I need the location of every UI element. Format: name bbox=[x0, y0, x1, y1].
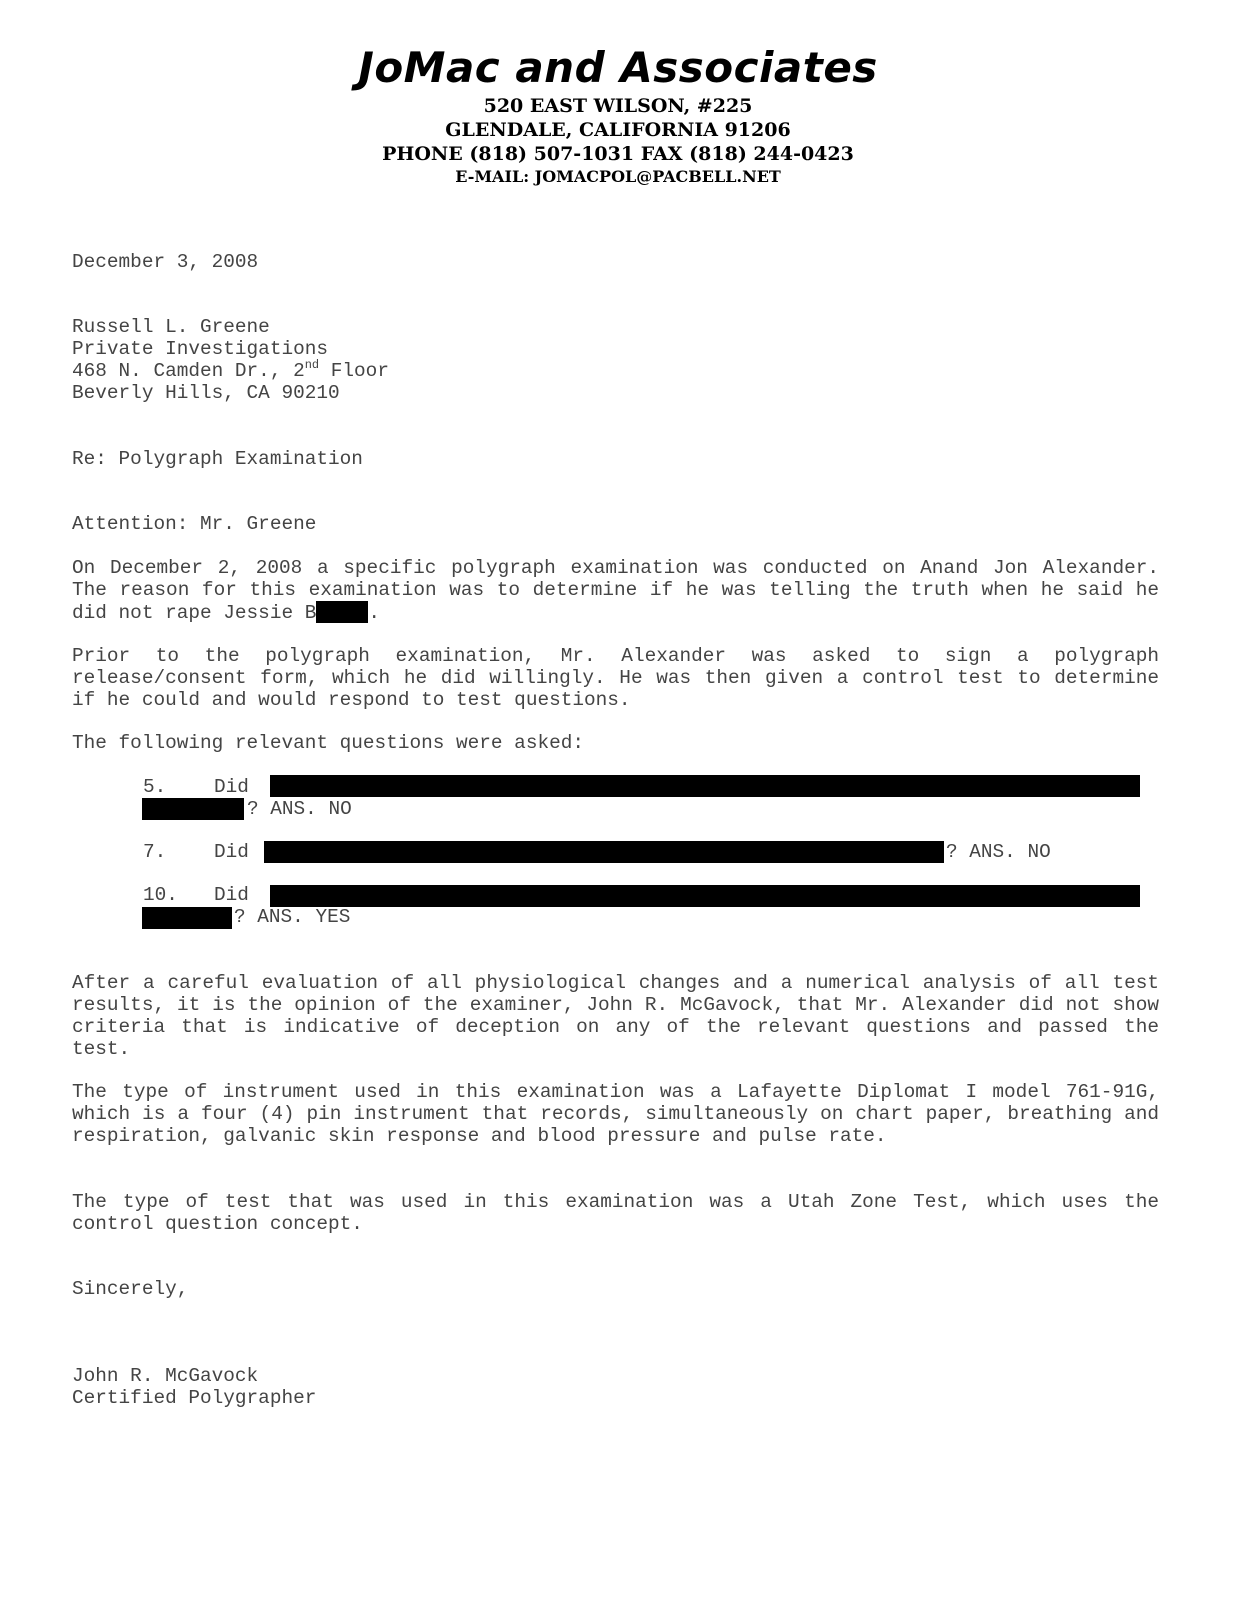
recipient-name: Russell L. Greene bbox=[72, 316, 270, 338]
redaction-bar bbox=[270, 885, 1140, 907]
letterhead-address-line2: GLENDALE, CALIFORNIA 91206 bbox=[445, 119, 791, 141]
question-7-answer: ? ANS. NO bbox=[946, 841, 1051, 863]
paragraph-2: Prior to the polygraph examination, Mr. Alexander was asked to sign a polygraph release/consent form, which he did willingly. He was then given a control test to determine if he could and would respond to test questions. bbox=[72, 645, 1159, 711]
attention-line: Attention: Mr. Greene bbox=[72, 513, 317, 535]
question-10-number: 10. bbox=[143, 884, 178, 906]
recipient-street bbox=[72, 360, 389, 382]
question-5-number: 5. bbox=[143, 776, 167, 798]
question-7-prefix: Did bbox=[214, 841, 249, 863]
question-10-answer: ? ANS. YES bbox=[234, 906, 351, 928]
paragraph-3: After a careful evaluation of all physiological changes and a numerical analysis of all test results, it is the opinion of the examiner, John R. McGavock, that Mr. Alexander did not show criteria that is indicative of deception on any of the relevant questions and passed the test. bbox=[72, 972, 1159, 1060]
recipient-company: Private Investigations bbox=[72, 338, 328, 360]
signature-name: John R. McGavock bbox=[72, 1365, 259, 1387]
letter-date: December 3, 2008 bbox=[72, 251, 259, 273]
letterhead-phone-fax: PHONE (818) 507-1031 FAX (818) 244-0423 bbox=[382, 143, 854, 165]
closing: Sincerely, bbox=[72, 1278, 189, 1300]
letterhead-email: E-MAIL: JOMACPOL@PACBELL.NET bbox=[455, 167, 781, 186]
redaction-bar bbox=[316, 601, 368, 623]
recipient-city: Beverly Hills, CA 90210 bbox=[72, 382, 340, 404]
redaction-bar bbox=[142, 798, 244, 820]
redaction-bar bbox=[270, 775, 1140, 797]
letterhead bbox=[0, 42, 1236, 187]
question-7-number: 7. bbox=[143, 841, 167, 863]
paragraph-5: The type of test that was used in this examination was a Utah Zone Test, which uses the control question concept. bbox=[72, 1191, 1159, 1235]
paragraph-1-text: On December 2, 2008 a specific polygraph examination was conducted on Anand Jon Alexander. The reason for this examination was to determine if he was telling the truth when he said he did not rape Jessie B bbox=[72, 557, 1159, 624]
paragraph-1 bbox=[72, 557, 1159, 624]
signature-title: Certified Polygrapher bbox=[72, 1387, 317, 1409]
recipient-street-ordinal: nd bbox=[304, 358, 320, 372]
recipient-street-floor: Floor bbox=[319, 360, 389, 382]
questions-intro: The following relevant questions were asked: bbox=[72, 732, 584, 754]
subject-line: Re: Polygraph Examination bbox=[72, 448, 363, 470]
redaction-bar bbox=[142, 907, 232, 929]
redaction-bar bbox=[264, 841, 944, 863]
letterhead-address-line1: 520 EAST WILSON, #225 bbox=[483, 95, 753, 117]
paragraph-4: The type of instrument used in this examination was a Lafayette Diplomat I model 761-91G, which is a four (4) pin instrument that records, simultaneously on chart paper, breathing and respiration, galvanic skin response and blood pressure and pulse rate. bbox=[72, 1081, 1159, 1147]
recipient-street-main: 468 N. Camden Dr., 2 bbox=[72, 360, 305, 382]
question-5-prefix: Did bbox=[214, 776, 249, 798]
question-5-answer: ? ANS. NO bbox=[247, 798, 352, 820]
paragraph-1-end: . bbox=[368, 602, 381, 624]
question-10-prefix: Did bbox=[214, 884, 249, 906]
company-name: JoMac and Associates bbox=[358, 43, 878, 92]
